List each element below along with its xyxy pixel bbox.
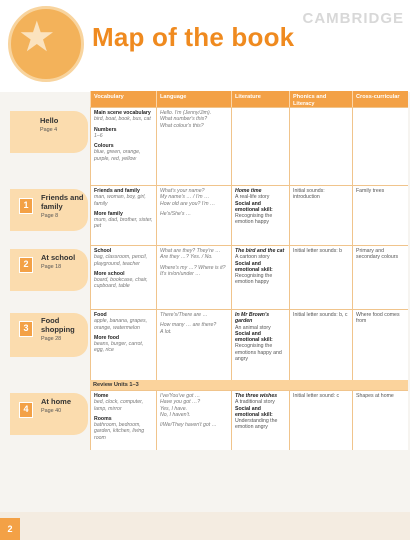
language-cell: What's your name? My name's … / I'm … How old are you? I'm … He's/She's … xyxy=(156,185,231,245)
unit-page: Page 4 xyxy=(40,127,58,133)
unit-page: Page 28 xyxy=(41,336,62,342)
page-footer xyxy=(0,512,410,540)
cross-curricular-cell: Primary and secondary colours xyxy=(352,245,408,309)
literature-cell: In Mr Brown's garden An animal story Social and emotional skill: Recognising the emotions happy and angry xyxy=(231,309,289,380)
phonics-cell: Initial letter sounds: b, c xyxy=(289,309,352,380)
vocabulary-cell: School bag, classroom, pencil, playground, teacher More school board, bookcase, chair, cupboard, table xyxy=(90,245,156,309)
phonics-cell xyxy=(289,107,352,185)
col-header-vocabulary: Vocabulary xyxy=(90,91,156,107)
vocabulary-cell: Main scene vocabulary bird, boat, book, bus, cat Numbers 1–6 Colours blue, green, orange, purple, red, yellow xyxy=(90,107,156,185)
cross-curricular-cell xyxy=(352,107,408,185)
vocabulary-cell: Food apple, banana, grapes, orange, watermelon More food beans, burger, carrot, egg, rice xyxy=(90,309,156,380)
col-header-literature: Literature xyxy=(231,91,289,107)
unit-number-badge: 4 xyxy=(19,402,33,418)
phonics-cell: Initial letter sounds: b xyxy=(289,245,352,309)
col-header-cross-curricular: Cross-curricular xyxy=(352,91,408,107)
unit-name: Hello xyxy=(40,116,59,125)
unit-page: Page 40 xyxy=(41,408,62,414)
language-cell: I've/You've got … Have you got …? Yes, I have. No, I haven't. I/We/They haven't got … xyxy=(156,390,231,450)
unit-page: Page 18 xyxy=(41,264,62,270)
page-title: Map of the book xyxy=(92,22,295,52)
unit-number-badge: 2 xyxy=(19,257,33,273)
review-bar: Review Units 1–3 xyxy=(90,380,408,390)
literature-cell xyxy=(231,107,289,185)
language-cell: Hello. I'm (Jenny/Jim). What number's this? What colour's this? xyxy=(156,107,231,185)
col-header-language: Language xyxy=(156,91,231,107)
language-cell: What are they? They're … Are they …? Yes. / No. Where's my …? Where is it? It's in/on/under … xyxy=(156,245,231,309)
col-header-phonics: Phonics and Literacy xyxy=(289,91,352,107)
unit-name: Friends and family xyxy=(41,193,84,211)
star-icon: ★ xyxy=(18,12,56,61)
literature-cell: Home time A real-life story Social and emotional skill: Recognising the emotion happy xyxy=(231,185,289,245)
unit-page: Page 8 xyxy=(41,213,59,219)
phonics-cell: Initial sounds: introduction xyxy=(289,185,352,245)
page-number: 2 xyxy=(0,518,20,540)
literature-cell: The bird and the cat A cartoon story Social and emotional skill: Recognising the emotion happy xyxy=(231,245,289,309)
literature-cell: The three wishes A traditional story Social and emotional skill: Understanding the emotion angry xyxy=(231,390,289,450)
unit-name: At home xyxy=(41,397,71,406)
language-cell: There's/There are … How many … are there? A lot. xyxy=(156,309,231,380)
unit-number-badge: 1 xyxy=(19,198,33,214)
vocabulary-cell: Friends and family man, woman, boy, girl, family More family mum, dad, brother, sister, pet xyxy=(90,185,156,245)
unit-number-badge: 3 xyxy=(19,321,33,337)
cross-curricular-cell: Family trees xyxy=(352,185,408,245)
phonics-cell: Initial letter sound: c xyxy=(289,390,352,450)
unit-name: At school xyxy=(41,253,76,262)
unit-name: Food shopping xyxy=(41,316,75,334)
map-table xyxy=(10,91,408,506)
ghost-brand-text: CAMBRIDGE xyxy=(302,10,404,27)
cross-curricular-cell: Where food comes from xyxy=(352,309,408,380)
vocabulary-cell: Home bed, clock, computer, lamp, mirror Rooms bathroom, bedroom, garden, kitchen, living room xyxy=(90,390,156,450)
cross-curricular-cell: Shapes at home xyxy=(352,390,408,450)
